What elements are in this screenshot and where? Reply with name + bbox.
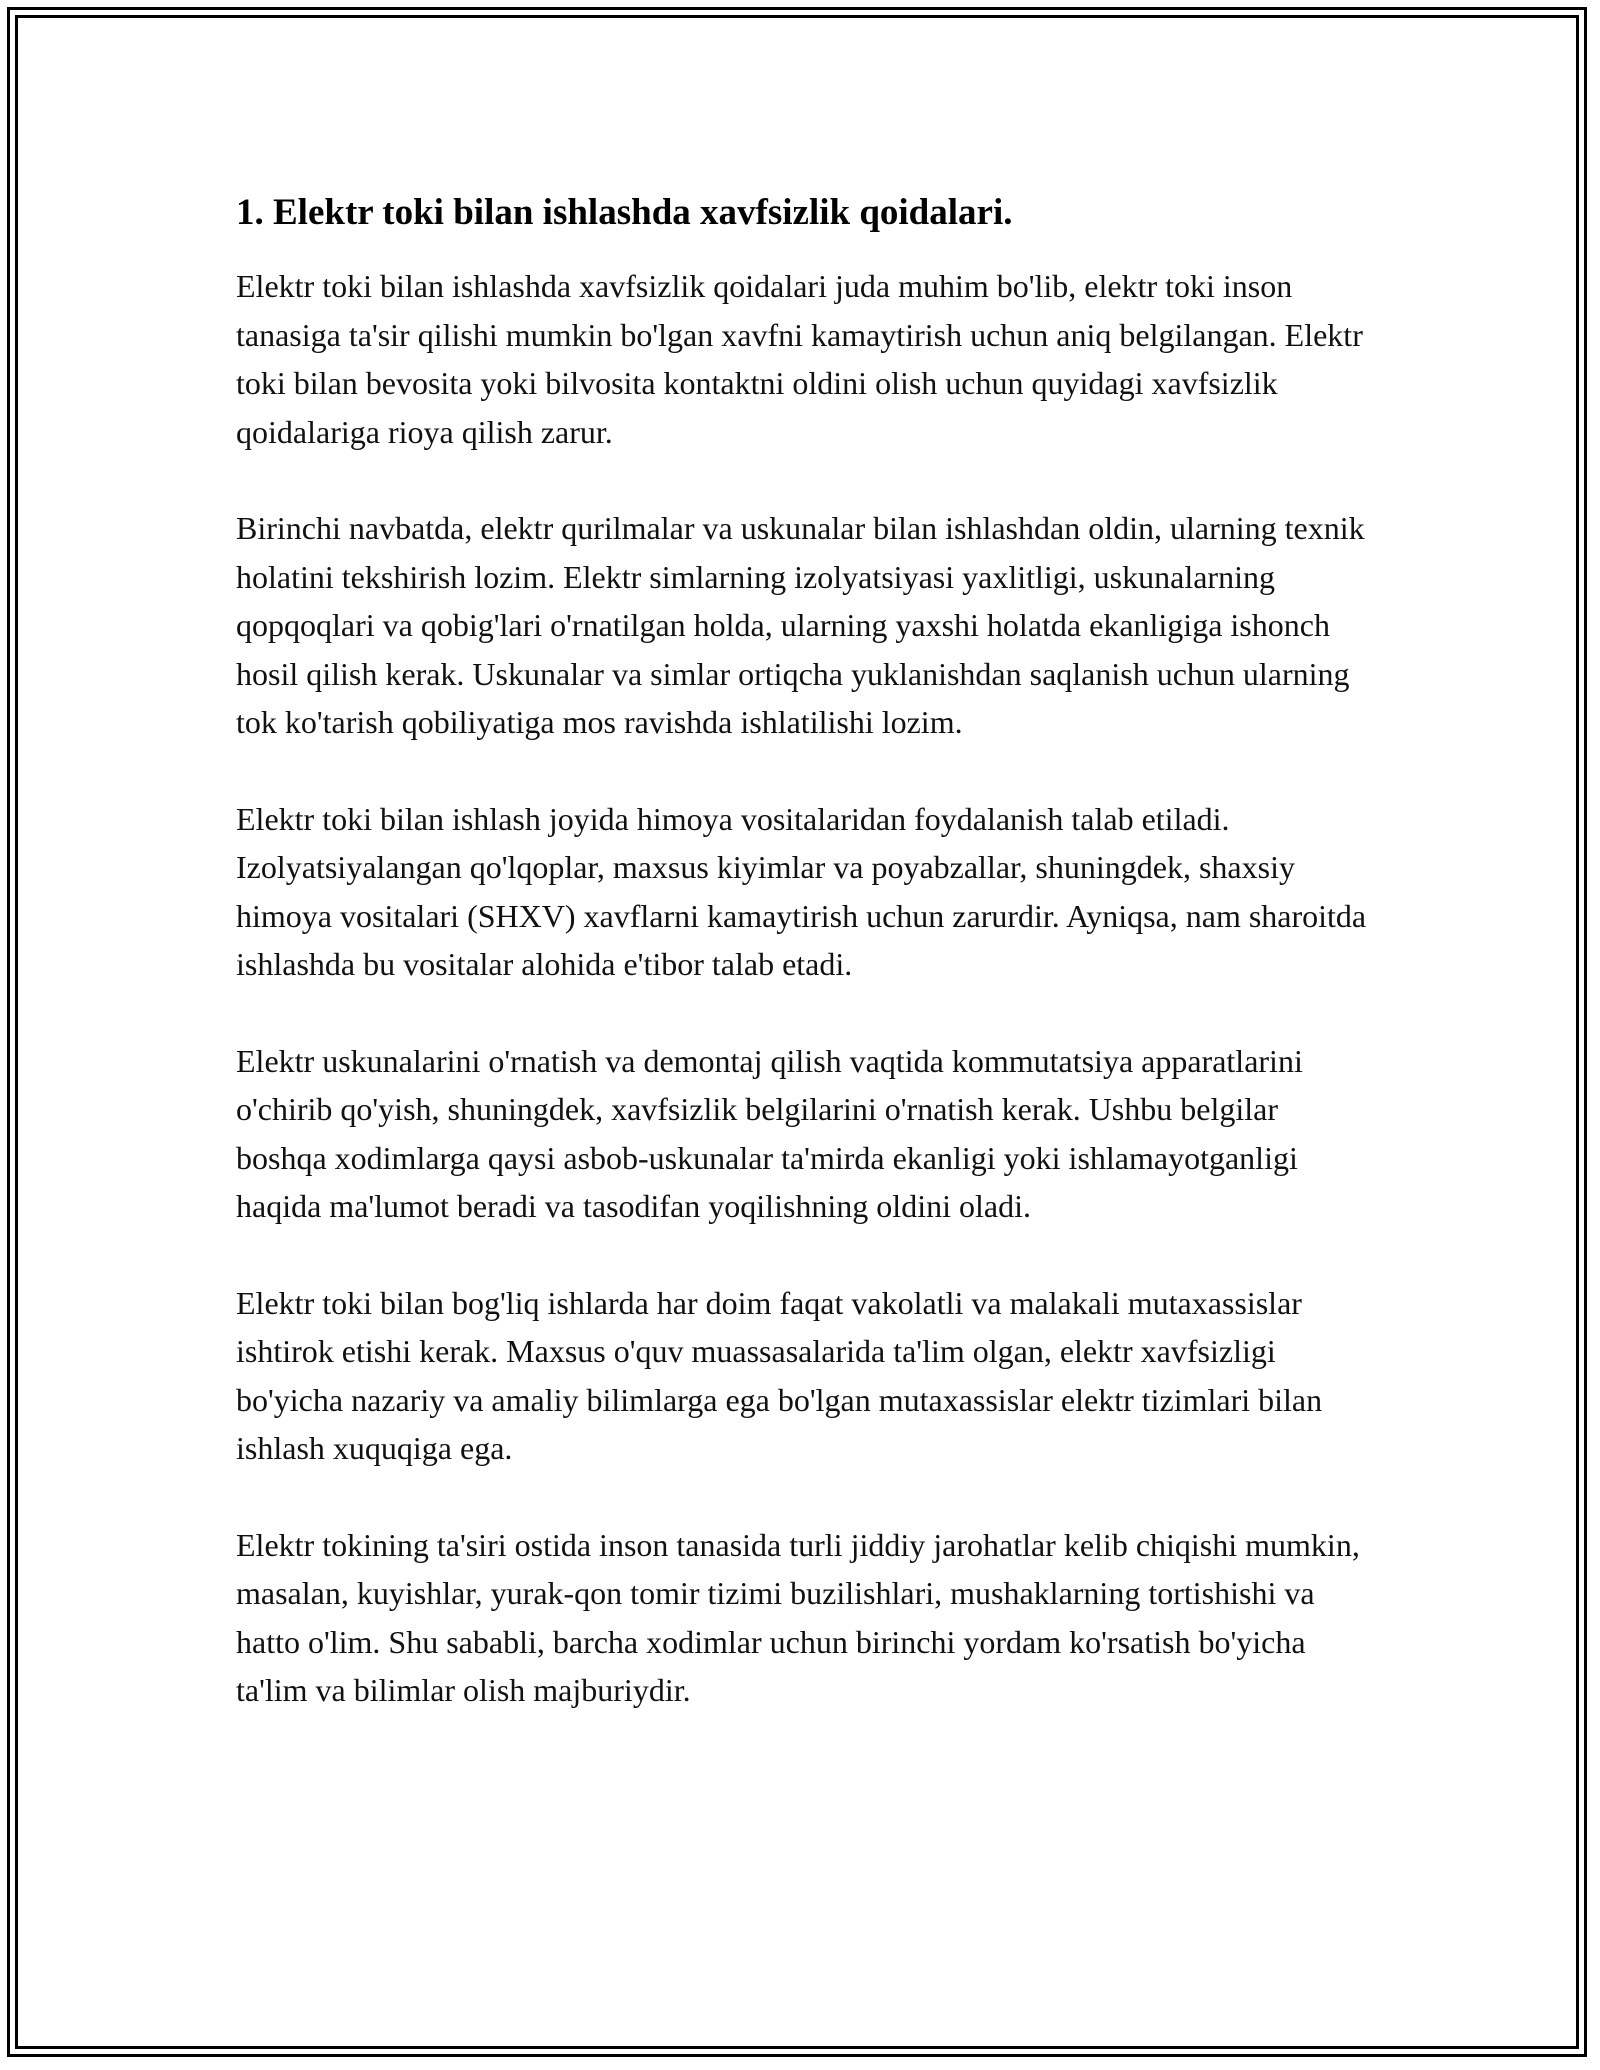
paragraph-3: Elektr toki bilan ishlash joyida himoya vositalaridan foydalanish talab etiladi. Izolyatsiyalangan qo'lqoplar, maxsus kiyimlar va poyabzallar, shuningdek, shaxsiy himoya vositalari (SHXV) xavflarni kamaytirish uchun zarurdir. Ayniqsa, nam sharoitda ishlashda bu vositalar alohida e'tibor talab etadi. [236,800,1367,982]
section-heading: 1. Elektr toki bilan ishlashda xavfsizlik qoidalari. [236,192,1013,233]
paragraph-4: Elektr uskunalarini o'rnatish va demontaj qilish vaqtida kommutatsiya apparatlarini o'chirib qo'yish, shuningdek, xavfsizlik belgilarini o'rnatish kerak. Ushbu belgilar boshqa xodimlarga qaysi asbob-uskunalar ta'mirda ekanligi yoki ishlamayotganligi haqida ma'lumot beradi va tasodifan yoqilishning oldini oladi. [236,1042,1303,1224]
paragraph-1: Elektr toki bilan ishlashda xavfsizlik qoidalari juda muhim bo'lib, elektr toki inson tanasiga ta'sir qilishi mumkin bo'lgan xavfni kamaytirish uchun aniq belgilangan. Elektr toki bilan bevosita yoki bilvosita kontaktni oldini olish uchun quyidagi xavfsizlik qoidalariga rioya qilish zarur. [236,268,1363,450]
document-body [236,188,1372,1763]
paragraph-6: Elektr tokining ta'siri ostida inson tanasida turli jiddiy jarohatlar kelib chiqishi mumkin, masalan, kuyishlar, yurak-qon tomir tizimi buzilishlari, mushaklarning tortishishi va hatto o'lim. Shu sababli, barcha xodimlar uchun birinchi yordam ko'rsatish bo'yicha ta'lim va bilimlar olish majburiydir. [236,1526,1360,1708]
paragraph-5: Elektr toki bilan bog'liq ishlarda har doim faqat vakolatli va malakali mutaxassislar ishtirok etishi kerak. Maxsus o'quv muassasalarida ta'lim olgan, elektr xavfsizligi bo'yicha nazariy va amaliy bilimlarga ega bo'lgan mutaxassislar elektr tizimlari bilan ishlash xuquqiga ega. [236,1284,1323,1466]
paragraph-2: Birinchi navbatda, elektr qurilmalar va uskunalar bilan ishlashdan oldin, ularning texnik holatini tekshirish lozim. Elektr simlarning izolyatsiyasi yaxlitligi, uskunalarning qopqoqlari va qobig'lari o'rnatilgan holda, ularning yaxshi holatda ekanligiga ishonch hosil qilish kerak. Uskunalar va simlar ortiqcha yuklanishdan saqlanish uchun ularning tok ko'tarish qobiliyatiga mos ravishda ishlatilishi lozim. [236,510,1365,740]
